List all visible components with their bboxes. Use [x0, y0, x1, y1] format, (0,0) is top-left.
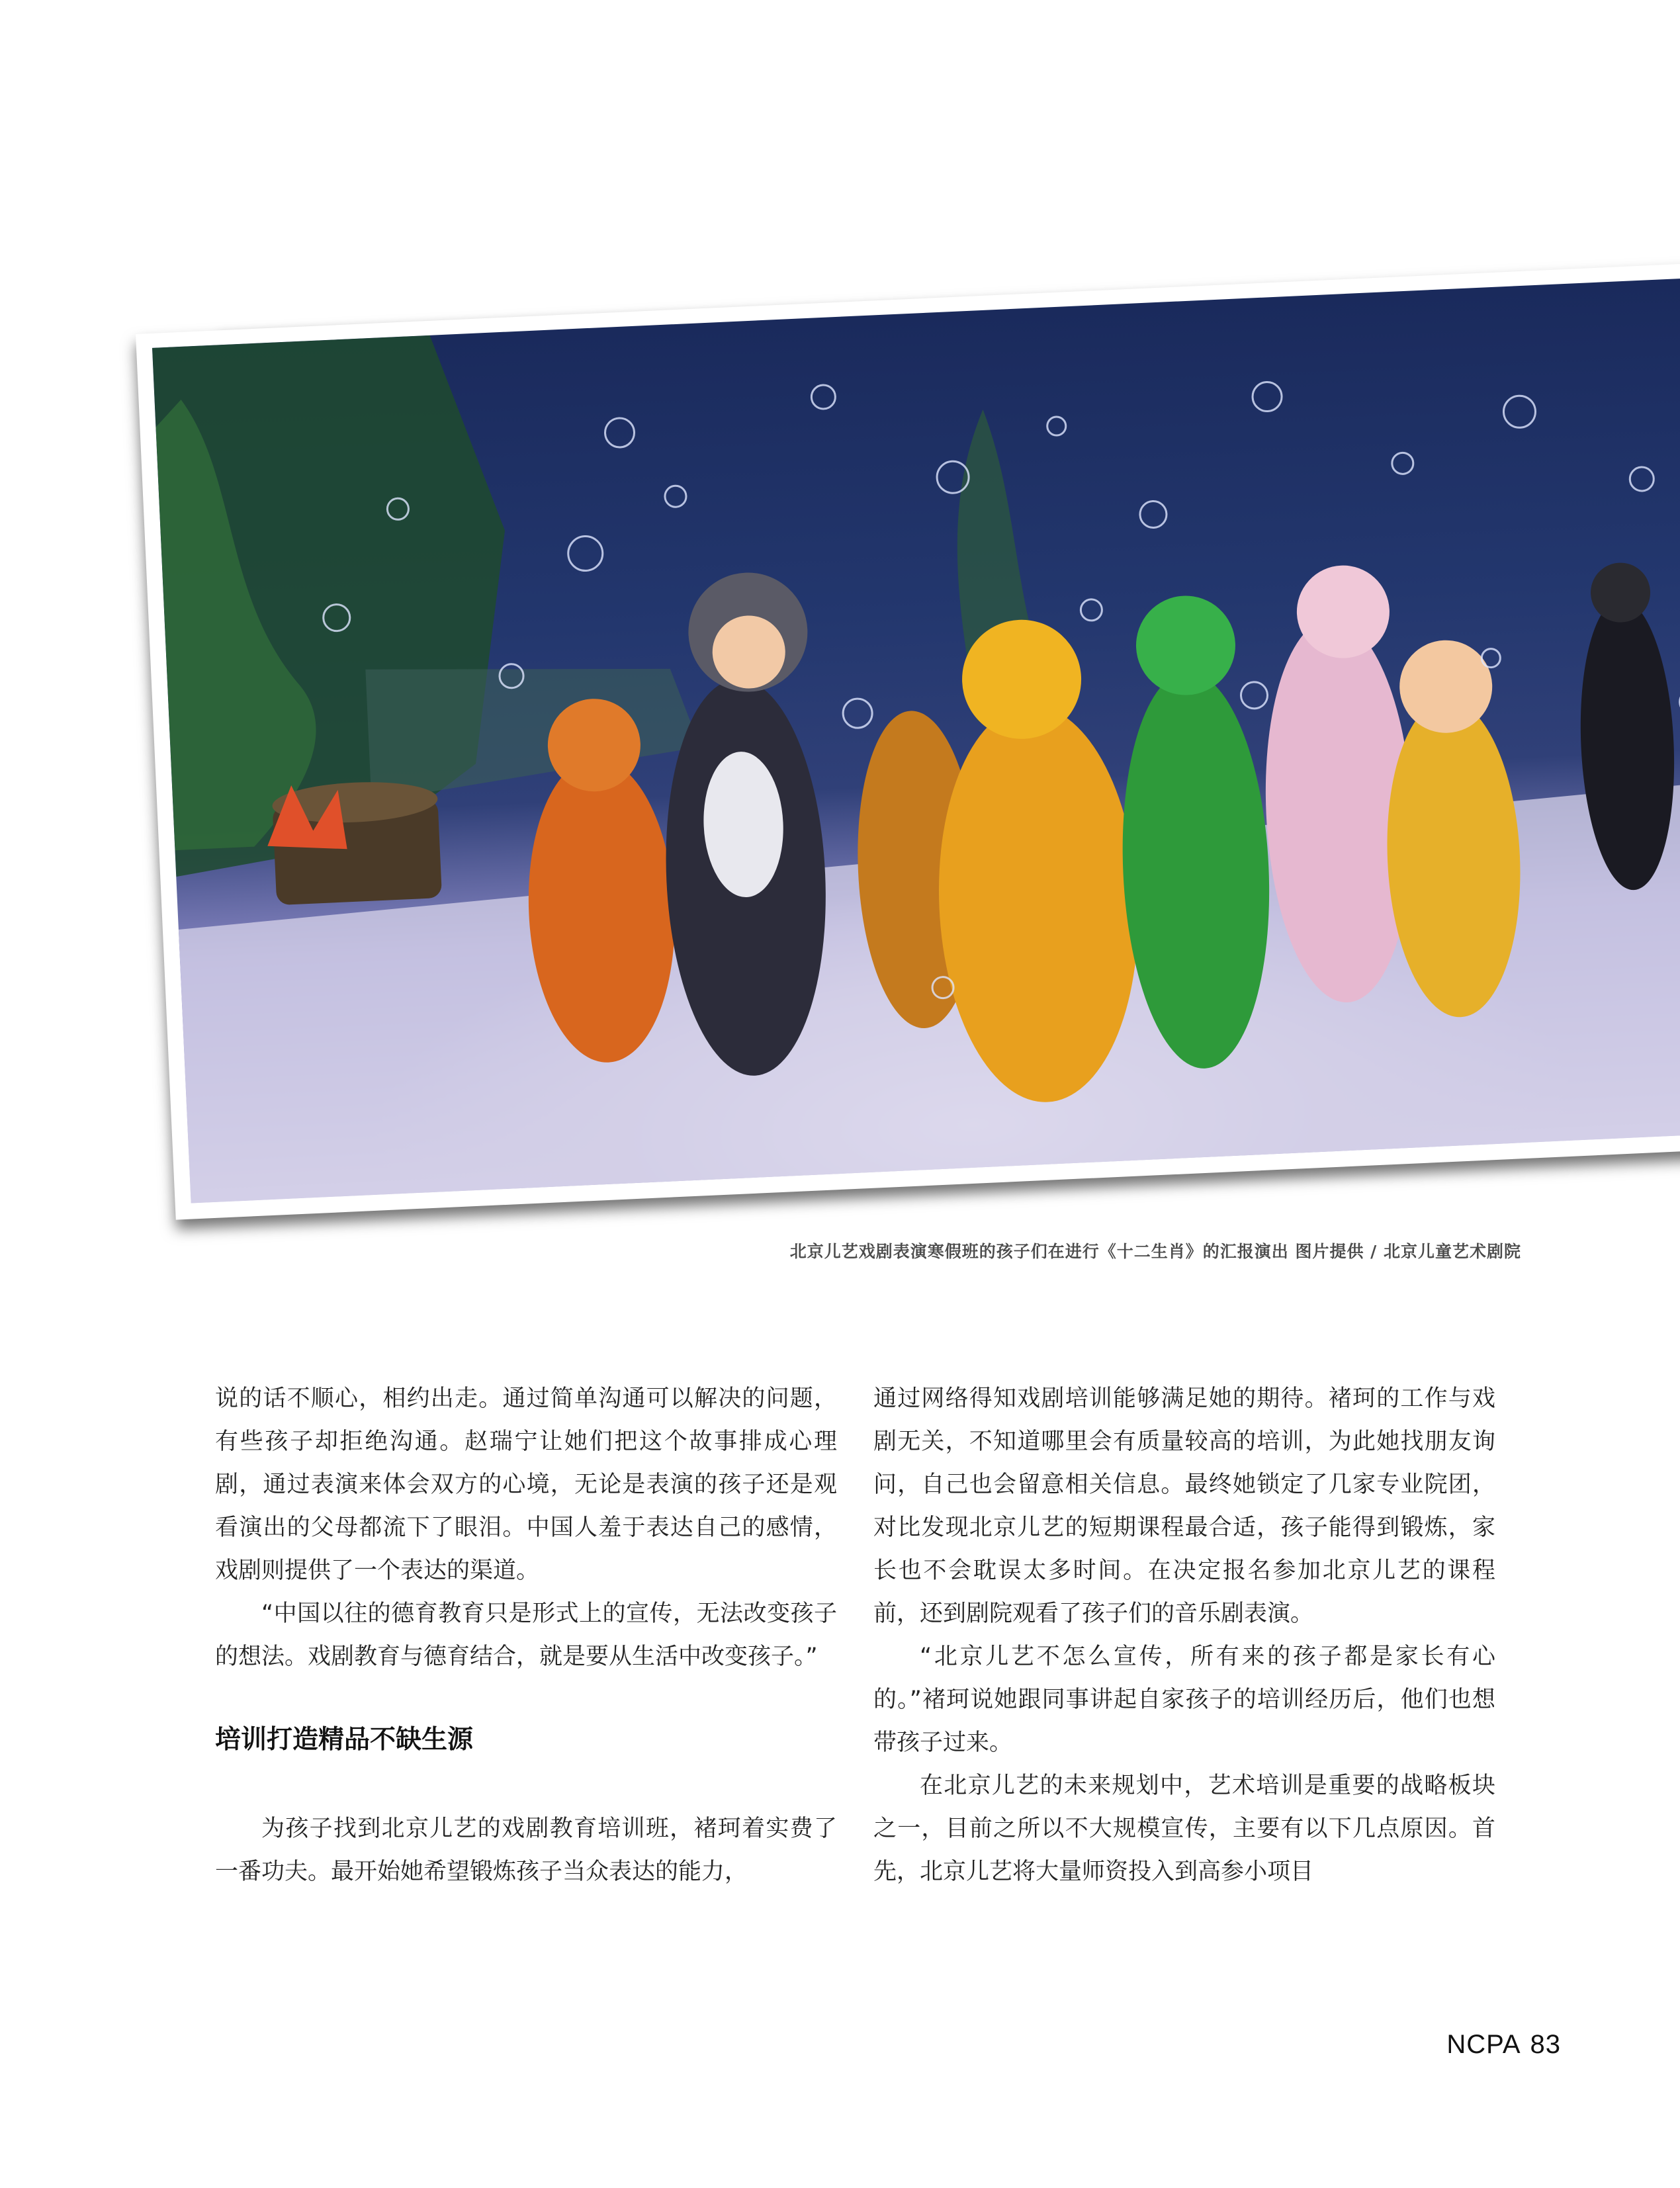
- stage-scene-illustration: [152, 277, 1680, 1203]
- body-paragraph: “中国以往的德育教育只是形式上的宣传，无法改变孩子的想法。戏剧教育与德育结合，就是要从生活中改变孩子。”: [215, 1600, 837, 1670]
- stage-performance-photo: [152, 277, 1680, 1203]
- body-paragraph: 在北京儿艺的未来规划中，艺术培训是重要的战略板块之一，目前之所以不大规模宣传，主要有以下几点原因。首先，北京儿艺将大量师资投入到高参小项目: [873, 1772, 1495, 1885]
- body-paragraph: 说的话不顺心，相约出走。通过简单沟通可以解决的问题，有些孩子却拒绝沟通。赵瑞宁让她们把这个故事排成心理剧，通过表演来体会双方的心境，无论是表演的孩子还是观看演出的父母都流下了眼泪。中国人羞于表达自己的感情，戏剧则提供了一个表达的渠道。: [215, 1385, 837, 1584]
- section-heading: 培训打造精品不缺生源: [215, 1725, 474, 1755]
- body-paragraph: 为孩子找到北京儿艺的戏剧教育培训班，褚珂着实费了一番功夫。最开始她希望锻炼孩子当众表达的能力，: [215, 1816, 837, 1885]
- body-paragraph: “北京儿艺不怎么宣传，所有来的孩子都是家长有心的。”褚珂说她跟同事讲起自家孩子的培训经历后，他们也想带孩子过来。: [873, 1643, 1495, 1756]
- right-text-column: [873, 1378, 1495, 1894]
- body-paragraph: 通过网络得知戏剧培训能够满足她的期待。褚珂的工作与戏剧无关，不知道哪里会有质量较高的培训，为此她找朋友询问，自己也会留意相关信息。最终她锁定了几家专业院团，对比发现北京儿艺的短期课程最合适，孩子能得到锻炼，家长也不会耽误太多时间。在决定报名参加北京儿艺的课程前，还到剧院观看了孩子们的音乐剧表演。: [873, 1385, 1495, 1627]
- page-footer: [1437, 2030, 1561, 2060]
- left-text-column: [215, 1378, 837, 1894]
- magazine-name: NCPA: [1446, 2030, 1521, 2059]
- photo-caption: 北京儿艺戏剧表演寒假班的孩子们在进行《十二生肖》的汇报演出 图片提供 / 北京儿童艺术剧院: [789, 1242, 1521, 1261]
- page-number: 83: [1530, 2030, 1561, 2059]
- main-photo-print: [136, 261, 1680, 1219]
